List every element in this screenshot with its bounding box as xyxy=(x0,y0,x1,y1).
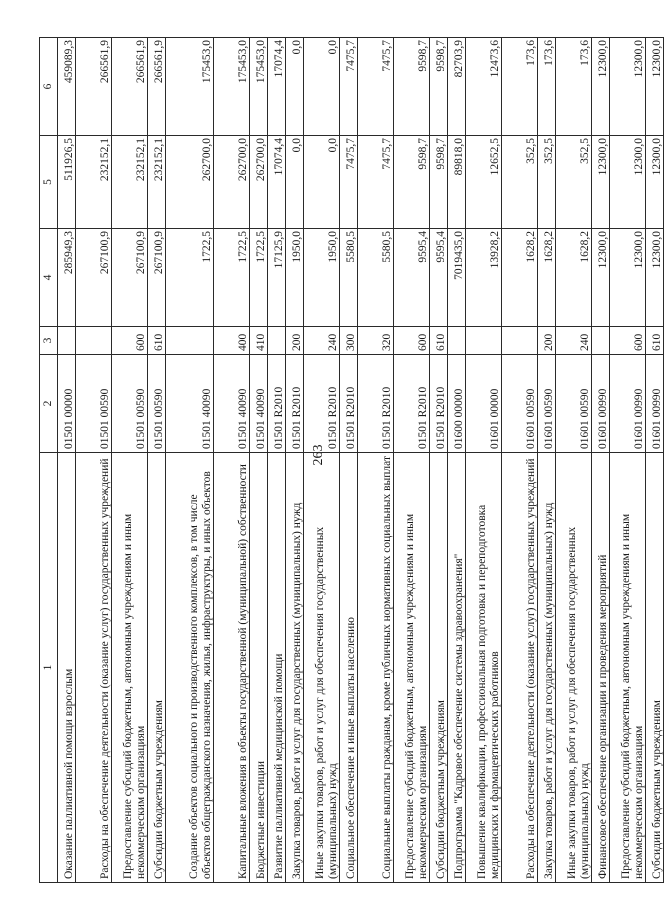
row-amount-col6: 175453,0 xyxy=(165,37,213,135)
table-row xyxy=(555,37,591,882)
row-amount-col5: 262700,0 xyxy=(165,135,213,228)
row-code-cell: 01501 00000 xyxy=(57,354,75,452)
row-amount-col6: 9598,7 xyxy=(429,37,447,135)
table-row xyxy=(537,37,555,882)
row-vr-cell: 300 xyxy=(339,326,357,354)
budget-table-wrapper xyxy=(39,38,662,883)
row-code-cell: 01601 00990 xyxy=(645,354,663,452)
row-code-cell: 01501 R2010 xyxy=(267,354,285,452)
row-vr-cell xyxy=(75,326,111,354)
row-amount-col6: 0,0 xyxy=(303,37,339,135)
row-amount-col5: 12300,0 xyxy=(591,135,609,228)
row-name-cell: Бюджетные инвестиции xyxy=(249,452,267,882)
row-amount-col4: 7019435,0 xyxy=(447,228,465,326)
row-amount-col6: 7475,7 xyxy=(357,37,393,135)
table-row xyxy=(591,37,609,882)
row-name-cell: Иные закупки товаров, работ и услуг для обеспечения государственных (муниципальных) нужд xyxy=(555,452,591,882)
row-vr-cell xyxy=(501,326,537,354)
row-code-cell: 01501 R2010 xyxy=(429,354,447,452)
row-amount-col4: 12300,0 xyxy=(609,228,645,326)
row-code-cell: 01601 00590 xyxy=(555,354,591,452)
row-amount-col6: 173,6 xyxy=(501,37,537,135)
row-amount-col6: 266561,9 xyxy=(111,37,147,135)
row-amount-col4: 12300,0 xyxy=(645,228,663,326)
row-amount-col5: 511926,5 xyxy=(57,135,75,228)
column-header: 4 xyxy=(39,228,57,326)
table-row xyxy=(57,37,75,882)
row-amount-col4: 13928,2 xyxy=(465,228,501,326)
table-row xyxy=(111,37,147,882)
row-amount-col5: 232152,1 xyxy=(111,135,147,228)
row-code-cell: 01601 00000 xyxy=(465,354,501,452)
row-vr-cell: 600 xyxy=(393,326,429,354)
row-name-cell: Иные закупки товаров, работ и услуг для обеспечения государственных (муниципальных) нужд xyxy=(303,452,339,882)
row-vr-cell: 410 xyxy=(249,326,267,354)
table-row xyxy=(501,37,537,882)
row-vr-cell: 600 xyxy=(111,326,147,354)
row-amount-col5: 89818,0 xyxy=(447,135,465,228)
row-code-cell: 01501 R2010 xyxy=(285,354,303,452)
row-name-cell: Предоставление субсидий бюджетным, автономным учреждениям и иным некоммерческим организациям xyxy=(111,452,147,882)
row-amount-col4: 1950,0 xyxy=(303,228,339,326)
row-amount-col4: 267100,9 xyxy=(147,228,165,326)
row-vr-cell: 610 xyxy=(645,326,663,354)
row-amount-col5: 352,5 xyxy=(555,135,591,228)
row-amount-col4: 1628,2 xyxy=(555,228,591,326)
row-amount-col5: 232152,1 xyxy=(75,135,111,228)
table-row xyxy=(447,37,465,882)
row-amount-col4: 285949,3 xyxy=(57,228,75,326)
row-name-cell: Повышение квалификации, профессиональная подготовка и переподготовка медицинских и фармацевтических работников xyxy=(465,452,501,882)
row-name-cell: Расходы на обеспечение деятельности (оказание услуг) государственных учреждений xyxy=(501,452,537,882)
column-header: 2 xyxy=(39,354,57,452)
row-name-cell: Расходы на обеспечение деятельности (оказание услуг) государственных учреждений xyxy=(75,452,111,882)
row-amount-col4: 1628,2 xyxy=(501,228,537,326)
row-amount-col4: 9595,4 xyxy=(393,228,429,326)
table-body xyxy=(39,37,663,882)
row-amount-col6: 266561,9 xyxy=(147,37,165,135)
row-vr-cell: 240 xyxy=(303,326,339,354)
row-code-cell: 01501 40090 xyxy=(213,354,249,452)
table-row xyxy=(339,37,357,882)
row-amount-col5: 262700,0 xyxy=(213,135,249,228)
row-amount-col4: 1722,5 xyxy=(165,228,213,326)
row-vr-cell xyxy=(267,326,285,354)
row-amount-col6: 173,6 xyxy=(555,37,591,135)
row-amount-col5: 17074,4 xyxy=(267,135,285,228)
row-amount-col5: 12300,0 xyxy=(609,135,645,228)
table-row xyxy=(303,37,339,882)
table-row xyxy=(285,37,303,882)
row-amount-col4: 5580,5 xyxy=(357,228,393,326)
row-amount-col4: 267100,9 xyxy=(75,228,111,326)
row-vr-cell: 240 xyxy=(555,326,591,354)
row-amount-col4: 1628,2 xyxy=(537,228,555,326)
row-amount-col6: 12300,0 xyxy=(609,37,645,135)
row-amount-col4: 9595,4 xyxy=(429,228,447,326)
page-number: 263 xyxy=(311,444,326,466)
row-amount-col6: 173,6 xyxy=(537,37,555,135)
row-vr-cell xyxy=(165,326,213,354)
table-header-row xyxy=(39,37,57,882)
row-code-cell: 01601 00990 xyxy=(609,354,645,452)
row-amount-col6: 459089,3 xyxy=(57,37,75,135)
table-row xyxy=(165,37,213,882)
row-code-cell: 01501 40090 xyxy=(165,354,213,452)
row-name-cell: Развитие паллиативной медицинской помощи xyxy=(267,452,285,882)
row-amount-col4: 12300,0 xyxy=(591,228,609,326)
table-row xyxy=(75,37,111,882)
row-amount-col6: 7475,7 xyxy=(339,37,357,135)
row-amount-col5: 232152,1 xyxy=(147,135,165,228)
row-vr-cell: 610 xyxy=(147,326,165,354)
row-name-cell: Капитальные вложения в объекты государственной (муниципальной) собственности xyxy=(213,452,249,882)
table-row xyxy=(429,37,447,882)
row-vr-cell: 200 xyxy=(285,326,303,354)
row-vr-cell: 400 xyxy=(213,326,249,354)
row-amount-col4: 17125,9 xyxy=(267,228,285,326)
row-name-cell: Подпрограмма "Кадровое обеспечение системы здравоохранения" xyxy=(447,452,465,882)
row-name-cell: Создание объектов социального и производственного комплексов, в том числе объектов общегражданского назначения, жилья, инфраструктуры, и иных объектов xyxy=(165,452,213,882)
row-code-cell: 01501 00590 xyxy=(111,354,147,452)
row-amount-col5: 0,0 xyxy=(303,135,339,228)
row-amount-col6: 12300,0 xyxy=(645,37,663,135)
column-header: 6 xyxy=(39,37,57,135)
table-row xyxy=(249,37,267,882)
row-code-cell: 01501 00590 xyxy=(147,354,165,452)
table-row xyxy=(609,37,645,882)
row-name-cell: Оказание паллиативной помощи взрослым xyxy=(57,452,75,882)
row-amount-col6: 0,0 xyxy=(285,37,303,135)
row-amount-col6: 82703,9 xyxy=(447,37,465,135)
row-name-cell: Финансовое обеспечение организации и проведения мероприятий xyxy=(591,452,609,882)
row-code-cell: 01501 R2010 xyxy=(303,354,339,452)
table-row xyxy=(357,37,393,882)
row-vr-cell: 320 xyxy=(357,326,393,354)
row-amount-col4: 1950,0 xyxy=(285,228,303,326)
column-header: 3 xyxy=(39,326,57,354)
row-code-cell: 01600 00000 xyxy=(447,354,465,452)
row-amount-col6: 17074,4 xyxy=(267,37,285,135)
column-header: 5 xyxy=(39,135,57,228)
row-name-cell: Закупка товаров, работ и услуг для государственных (муниципальных) нужд xyxy=(537,452,555,882)
row-vr-cell: 610 xyxy=(429,326,447,354)
row-vr-cell: 600 xyxy=(609,326,645,354)
row-amount-col6: 9598,7 xyxy=(393,37,429,135)
table-row xyxy=(267,37,285,882)
row-code-cell: 01501 R2010 xyxy=(339,354,357,452)
row-amount-col5: 352,5 xyxy=(537,135,555,228)
row-name-cell: Субсидии бюджетным учреждениям xyxy=(429,452,447,882)
budget-table xyxy=(39,37,664,883)
row-code-cell: 01501 00590 xyxy=(75,354,111,452)
row-amount-col5: 12300,0 xyxy=(645,135,663,228)
row-vr-cell xyxy=(591,326,609,354)
row-vr-cell xyxy=(465,326,501,354)
row-amount-col5: 0,0 xyxy=(285,135,303,228)
row-amount-col6: 175453,0 xyxy=(213,37,249,135)
row-amount-col4: 1722,5 xyxy=(249,228,267,326)
row-code-cell: 01501 R2010 xyxy=(357,354,393,452)
row-code-cell: 01601 00590 xyxy=(537,354,555,452)
row-amount-col5: 262700,0 xyxy=(249,135,267,228)
row-name-cell: Закупка товаров, работ и услуг для государственных (муниципальных) нужд xyxy=(285,452,303,882)
row-name-cell: Предоставление субсидий бюджетным, автономным учреждениям и иным некоммерческим организациям xyxy=(609,452,645,882)
row-amount-col5: 7475,7 xyxy=(357,135,393,228)
table-row xyxy=(147,37,165,882)
row-amount-col6: 175453,0 xyxy=(249,37,267,135)
row-amount-col5: 7475,7 xyxy=(339,135,357,228)
row-amount-col6: 12473,6 xyxy=(465,37,501,135)
row-name-cell: Социальное обеспечение и иные выплаты населению xyxy=(339,452,357,882)
row-amount-col5: 12652,5 xyxy=(465,135,501,228)
row-amount-col5: 9598,7 xyxy=(429,135,447,228)
row-amount-col6: 266561,9 xyxy=(75,37,111,135)
column-header: 1 xyxy=(39,452,57,882)
row-amount-col5: 9598,7 xyxy=(393,135,429,228)
table-row xyxy=(465,37,501,882)
row-amount-col4: 1722,5 xyxy=(213,228,249,326)
row-amount-col4: 5580,5 xyxy=(339,228,357,326)
row-name-cell: Субсидии бюджетным учреждениям xyxy=(645,452,663,882)
table-row xyxy=(393,37,429,882)
row-name-cell: Субсидии бюджетным учреждениям xyxy=(147,452,165,882)
row-code-cell: 01501 R2010 xyxy=(393,354,429,452)
row-vr-cell xyxy=(57,326,75,354)
row-vr-cell xyxy=(447,326,465,354)
row-code-cell: 01601 00990 xyxy=(591,354,609,452)
row-name-cell: Предоставление субсидий бюджетным, автономным учреждениям и иным некоммерческим организациям xyxy=(393,452,429,882)
table-row xyxy=(645,37,663,882)
row-name-cell: Социальные выплаты гражданам, кроме публичных нормативных социальных выплат xyxy=(357,452,393,882)
row-vr-cell: 200 xyxy=(537,326,555,354)
row-code-cell: 01501 40090 xyxy=(249,354,267,452)
row-amount-col4: 267100,9 xyxy=(111,228,147,326)
row-amount-col5: 352,5 xyxy=(501,135,537,228)
table-row xyxy=(213,37,249,882)
row-amount-col6: 12300,0 xyxy=(591,37,609,135)
row-code-cell: 01601 00590 xyxy=(501,354,537,452)
